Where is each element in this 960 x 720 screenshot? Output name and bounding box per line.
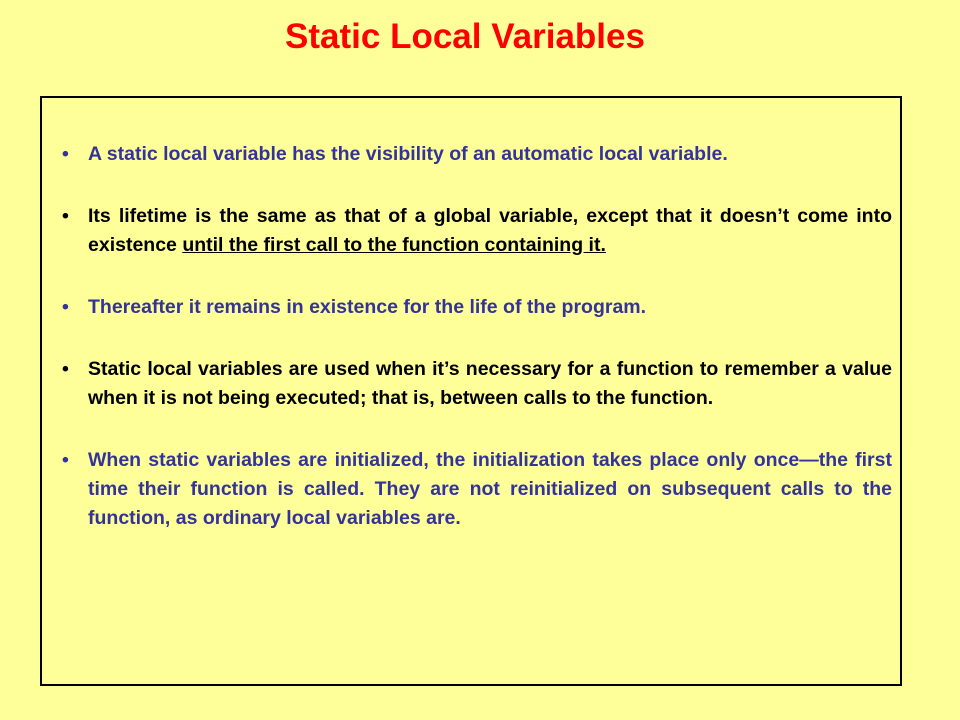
bullet-dot-icon: • [62,143,69,165]
bullet-dot-icon: • [62,449,69,471]
content-box [40,96,902,686]
bullet-item-usage [62,355,892,413]
bullet-dot-icon: • [62,205,69,227]
bullet-item-visibility [62,140,892,169]
bullet-item-lifetime [62,202,892,260]
bullet-text: Thereafter it remains in existence for the life of the program. [88,296,647,318]
bullet-text: When static variables are initialized, the initialization takes place only once—the first time their function is called. They are not reinitialized on subsequent calls to the function, as ordinary local variables are. [88,449,892,529]
bullet-text: A static local variable has the visibility of an automatic local variable. [88,143,728,165]
bullet-list [62,140,892,533]
bullet-text: Its lifetime is the same as that of a global variable, except that it doesn’t come into existence [88,205,892,256]
bullet-item-initialization [62,446,892,533]
bullet-dot-icon: • [62,358,69,380]
bullet-text: Static local variables are used when it’s necessary for a function to remember a value when it is not being executed; that is, between calls to the function. [88,358,892,409]
bullet-item-existence [62,293,892,322]
bullet-dot-icon: • [62,296,69,318]
slide-title: Static Local Variables [285,17,645,56]
bullet-text-underlined: until the first call to the function containing it. [182,234,606,256]
